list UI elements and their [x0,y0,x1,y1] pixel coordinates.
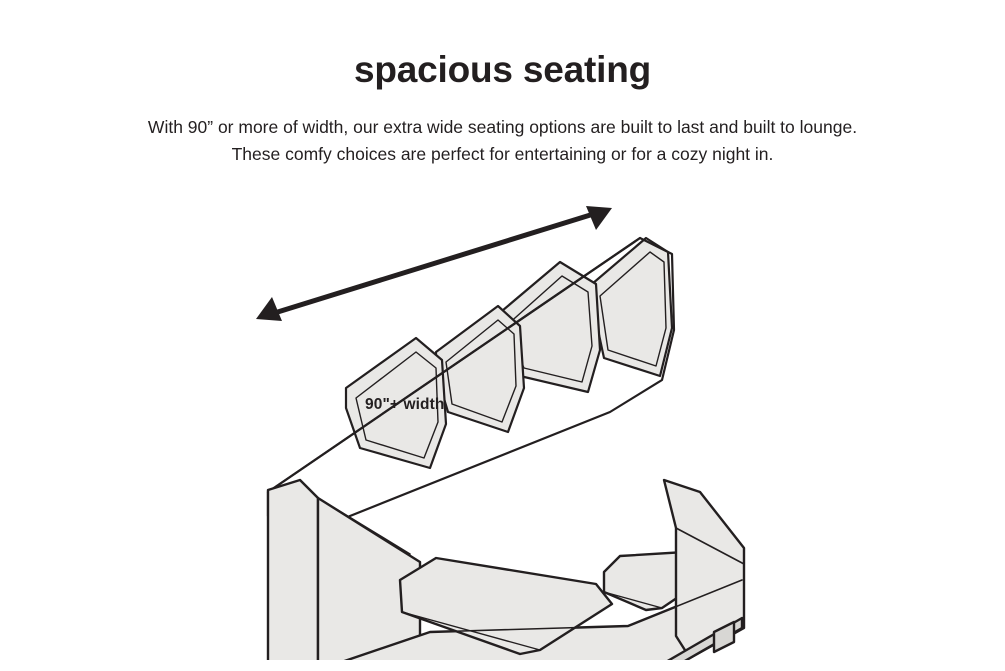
page-title: spacious seating [353,49,651,90]
sofa-illustration [0,180,1005,660]
sofa-back-group [268,238,674,536]
width-dimension-label: 90"+ width [365,396,445,413]
sofa-drawing-svg [0,180,1005,660]
description-line-2: These comfy choices are perfect for entertaining or for a cozy night in. [231,144,774,165]
sofa-body-group [268,480,744,660]
description-line-1: With 90” or more of width, our extra wide seating options are built to last and built to lounge. [147,117,858,137]
description-text [0,114,1005,168]
